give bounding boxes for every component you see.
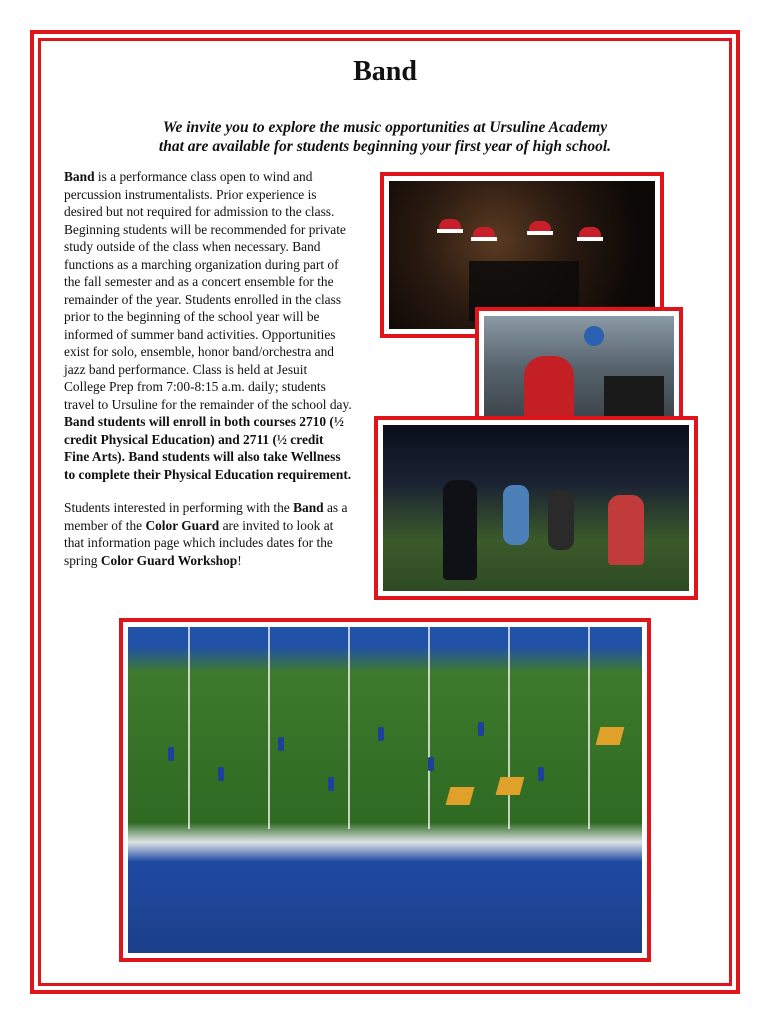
marcher — [328, 777, 334, 791]
subtitle-line-1: We invite you to explore the music opportunities at Ursuline Academy — [162, 119, 608, 136]
marcher — [378, 727, 384, 741]
color-guard-flag — [446, 787, 475, 805]
school-logo — [584, 326, 604, 346]
cg-text-a: Students interested in performing with the — [64, 500, 294, 515]
yard-line — [588, 627, 590, 829]
yard-line — [268, 627, 270, 829]
yard-line — [428, 627, 430, 829]
santa-hat — [439, 219, 461, 229]
band-lead: Band — [64, 169, 95, 184]
enrollment-requirement: Band students will enroll in both courses 2710 (½ credit Physical Education) and 2711 (½ credit Fine Arts). Band students will also take Wellness to complete their Physical Education requirement. — [64, 414, 352, 482]
yard-line — [348, 627, 350, 829]
page-title: Band — [353, 56, 417, 87]
student — [443, 480, 477, 580]
marcher — [278, 737, 284, 751]
marcher — [428, 757, 434, 771]
color-guard-flag — [496, 777, 525, 795]
marching-band-field-photo — [119, 618, 651, 962]
cg-color-guard-bold: Color Guard — [145, 517, 220, 533]
subtitle-line-2: that are available for students beginning your first year of high school. — [158, 138, 612, 155]
student — [548, 490, 574, 550]
cg-band-bold: Band — [293, 500, 324, 515]
cg-text-e: are invited to look at that information page which includes dates for the spring — [64, 517, 334, 568]
santa-hat — [529, 221, 551, 231]
marcher — [538, 767, 544, 781]
cg-text-c: as a member of the — [64, 500, 348, 533]
marcher — [478, 722, 484, 736]
student — [608, 495, 644, 565]
color-guard-flag — [596, 727, 625, 745]
marcher — [168, 747, 174, 761]
santa-hat — [473, 227, 495, 237]
body-text — [64, 168, 352, 585]
yard-line — [508, 627, 510, 829]
page-subtitle — [100, 118, 670, 156]
yard-line — [188, 627, 190, 829]
student — [503, 485, 529, 545]
color-guard-paragraph — [64, 499, 352, 569]
cg-workshop-bold: Color Guard Workshop — [100, 552, 238, 568]
santa-hat — [579, 227, 601, 237]
cg-text-g: ! — [237, 552, 242, 568]
music-stand — [604, 376, 664, 416]
marching-rehearsal-photo — [374, 416, 698, 600]
band-description-paragraph — [64, 168, 352, 483]
marcher — [218, 767, 224, 781]
band-description: is a performance class open to wind and percussion instrumentalists. Prior experience is desired but not required for admission to the class. Beginning students will be recommended for private study outside of the class when necessary. Band functions as a marching organization during part of the fall semester and as a concert ensemble for the remainder of the year. Students enrolled in the class prior to the beginning of the school year will be informed of summer band activities. Opportunities exist for solo, ensemble, honor band/orchestra and jazz band performance. Class is held at Jesuit College Prep from 7:00-8:15 a.m. daily; students travel to Ursuline for the remainder of the school day. — [64, 169, 352, 412]
